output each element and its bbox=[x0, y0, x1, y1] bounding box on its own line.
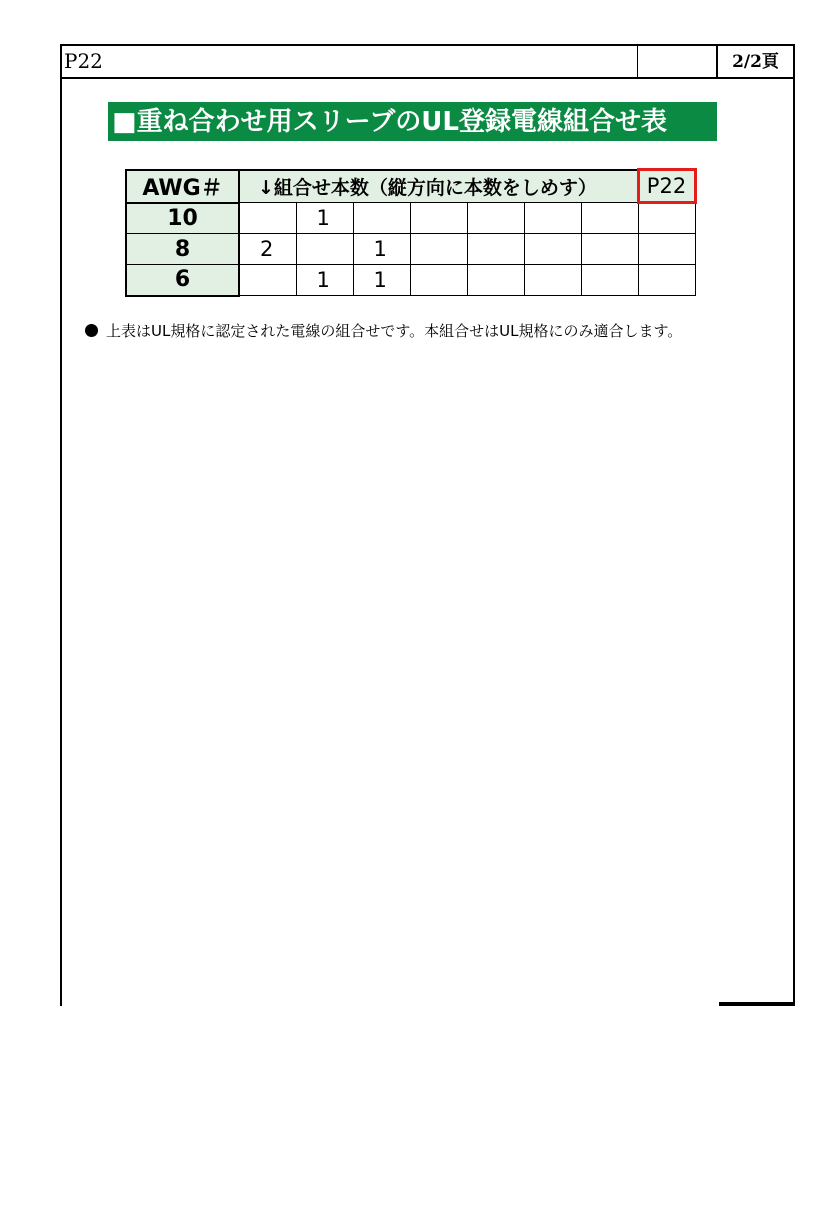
combination-count-header: ↓組合せ本数（縦方向に本数をしめす） bbox=[239, 170, 638, 203]
awg-size-cell: 8 bbox=[126, 234, 239, 265]
combination-count-cell: 1 bbox=[296, 203, 353, 234]
page-number: 2/2頁 bbox=[732, 52, 779, 72]
combination-count-cell bbox=[524, 234, 581, 265]
combination-count-cell: 2 bbox=[239, 234, 296, 265]
page-frame-left bbox=[60, 44, 62, 1006]
combination-count-cell bbox=[524, 203, 581, 234]
bullet-icon bbox=[85, 324, 98, 337]
reference-code-header: P22 bbox=[638, 170, 695, 203]
combination-count-cell bbox=[239, 203, 296, 234]
combination-count-cell bbox=[524, 265, 581, 296]
page-frame-bottom-mark bbox=[719, 1002, 795, 1006]
awg-size-cell: 10 bbox=[126, 203, 239, 234]
combination-count-cell bbox=[581, 203, 638, 234]
table-row bbox=[126, 265, 695, 296]
combination-count-cell bbox=[410, 265, 467, 296]
doc-code: P22 bbox=[64, 49, 103, 73]
combination-count-cell: 1 bbox=[353, 234, 410, 265]
awg-column-header: AWG＃ bbox=[126, 170, 239, 203]
page-frame-right bbox=[793, 44, 795, 1006]
combination-count-cell bbox=[467, 265, 524, 296]
combination-count-cell bbox=[638, 234, 695, 265]
combination-count-cell bbox=[410, 203, 467, 234]
combination-count-cell: 1 bbox=[353, 265, 410, 296]
combination-count-cell bbox=[581, 234, 638, 265]
combination-count-cell bbox=[467, 203, 524, 234]
table-row bbox=[126, 234, 695, 265]
combination-count-cell bbox=[296, 234, 353, 265]
page-title: ■重ね合わせ用スリーブのUL登録電線組合せ表 bbox=[108, 102, 717, 141]
combination-count-cell bbox=[638, 203, 695, 234]
combination-count-cell bbox=[638, 265, 695, 296]
combination-count-cell bbox=[467, 234, 524, 265]
combination-count-cell: 1 bbox=[296, 265, 353, 296]
table-row bbox=[126, 203, 695, 234]
header-divider bbox=[637, 44, 638, 77]
footnote-text: 上表はUL規格に認定された電線の組合せです。本組合せはUL規格にのみ適合します。 bbox=[106, 322, 683, 340]
combination-count-cell bbox=[353, 203, 410, 234]
combination-count-cell bbox=[410, 234, 467, 265]
combination-count-cell bbox=[581, 265, 638, 296]
table-header-row bbox=[126, 170, 695, 203]
page-header bbox=[60, 44, 795, 79]
wire-combination-table bbox=[125, 168, 697, 297]
footnote bbox=[85, 320, 682, 342]
awg-size-cell: 6 bbox=[126, 265, 239, 296]
combination-count-cell bbox=[239, 265, 296, 296]
